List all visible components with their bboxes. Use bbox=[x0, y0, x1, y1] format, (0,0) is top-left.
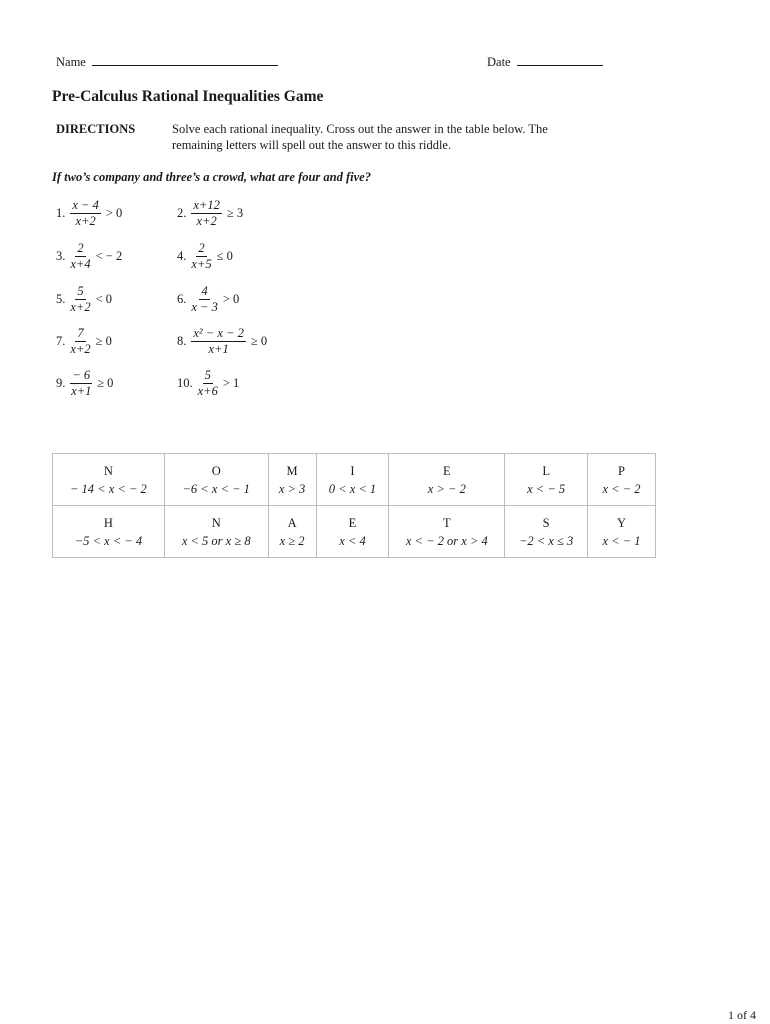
answer-letter: Y bbox=[617, 515, 627, 530]
fraction bbox=[191, 327, 245, 356]
relation: ≥ 0 bbox=[95, 334, 112, 348]
fraction bbox=[70, 369, 92, 398]
page-title: Pre-Calculus Rational Inequalities Game bbox=[52, 88, 324, 105]
answer-cell[interactable] bbox=[164, 454, 268, 506]
answer-value: x < 5 or x ≥ 8 bbox=[181, 533, 251, 548]
problem-number: 3. bbox=[56, 249, 66, 263]
problem-5 bbox=[56, 285, 112, 314]
fraction bbox=[191, 285, 217, 314]
name-field bbox=[56, 54, 278, 70]
fraction bbox=[70, 327, 90, 356]
denominator: x+2 bbox=[75, 214, 96, 228]
answer-cell[interactable] bbox=[389, 454, 505, 506]
problem-2 bbox=[177, 199, 243, 228]
answer-letter: O bbox=[211, 463, 221, 478]
answer-value: x ≥ 2 bbox=[279, 533, 305, 548]
problem-8 bbox=[177, 327, 267, 356]
answer-value: x > 3 bbox=[278, 481, 306, 496]
answer-value: x < − 5 bbox=[527, 481, 566, 496]
answer-value: x < − 2 bbox=[602, 481, 641, 496]
answer-cell[interactable] bbox=[53, 506, 165, 558]
answer-letter: H bbox=[103, 515, 113, 530]
fraction bbox=[70, 199, 100, 228]
answer-value: −5 < x < − 4 bbox=[74, 533, 143, 548]
relation: < − 2 bbox=[95, 249, 123, 263]
answer-cell[interactable] bbox=[53, 454, 165, 506]
name-label: Name bbox=[56, 55, 86, 69]
problem-number: 6. bbox=[177, 292, 187, 306]
relation: ≥ 0 bbox=[97, 376, 114, 390]
fraction bbox=[198, 369, 218, 398]
page-number: 1 of 4 bbox=[728, 1008, 756, 1022]
denominator: x+1 bbox=[71, 384, 92, 398]
answer-value: −2 < x ≤ 3 bbox=[518, 533, 574, 548]
denominator: x+5 bbox=[191, 257, 212, 271]
answer-cell[interactable] bbox=[505, 454, 588, 506]
answer-cell[interactable] bbox=[316, 506, 389, 558]
directions-text: Solve each rational inequality. Cross out the answer in the table below. The remaining letters will spell out the answer to this riddle. bbox=[172, 122, 548, 152]
answer-value: − 14 < x < − 2 bbox=[70, 481, 147, 496]
relation: ≤ 0 bbox=[216, 249, 233, 263]
denominator: x − 3 bbox=[191, 300, 218, 314]
problem-1 bbox=[56, 199, 122, 228]
denominator: x+4 bbox=[70, 257, 91, 271]
relation: > 0 bbox=[222, 292, 240, 306]
riddle-question: If two’s company and three’s a crowd, what are four and five? bbox=[52, 170, 371, 184]
problem-10 bbox=[177, 369, 239, 398]
numerator: 5 bbox=[204, 368, 211, 382]
answer-cell[interactable] bbox=[588, 454, 656, 506]
problem-number: 5. bbox=[56, 292, 66, 306]
problem-4 bbox=[177, 242, 233, 271]
fraction bbox=[191, 242, 211, 271]
answer-cell[interactable] bbox=[389, 506, 505, 558]
numerator: 7 bbox=[77, 326, 84, 340]
relation: > 0 bbox=[105, 206, 123, 220]
table-row bbox=[53, 454, 656, 506]
numerator: x − 4 bbox=[72, 198, 99, 212]
denominator: x+2 bbox=[70, 300, 91, 314]
relation: < 0 bbox=[95, 292, 113, 306]
answer-value: x < − 1 bbox=[602, 533, 641, 548]
answer-cell[interactable] bbox=[268, 506, 316, 558]
relation: ≥ 0 bbox=[250, 334, 268, 348]
answer-letter: P bbox=[618, 463, 625, 478]
date-field bbox=[487, 54, 603, 70]
problem-number: 4. bbox=[177, 249, 187, 263]
table-row bbox=[53, 506, 656, 558]
answer-cell[interactable] bbox=[588, 506, 656, 558]
answer-cell[interactable] bbox=[164, 506, 268, 558]
problem-number: 8. bbox=[177, 334, 187, 348]
denominator: x+2 bbox=[70, 342, 91, 356]
answer-letter: N bbox=[211, 515, 221, 530]
numerator: 2 bbox=[77, 241, 84, 255]
answer-letter: E bbox=[348, 515, 357, 530]
answer-cell[interactable] bbox=[316, 454, 389, 506]
denominator: x+1 bbox=[208, 342, 229, 356]
numerator: 2 bbox=[198, 241, 205, 255]
problem-3 bbox=[56, 242, 122, 271]
answer-letter: M bbox=[286, 463, 298, 478]
fraction bbox=[70, 285, 90, 314]
denominator: x+2 bbox=[196, 214, 217, 228]
date-label: Date bbox=[487, 55, 511, 69]
answer-letter: T bbox=[442, 515, 451, 530]
answer-value: x > − 2 bbox=[427, 481, 466, 496]
answer-letter: E bbox=[442, 463, 451, 478]
answer-cell[interactable] bbox=[268, 454, 316, 506]
fraction bbox=[191, 199, 221, 228]
problem-6 bbox=[177, 285, 239, 314]
answer-value: x < − 2 or x > 4 bbox=[405, 533, 488, 548]
answer-letter: L bbox=[542, 463, 550, 478]
answer-letter: S bbox=[542, 515, 550, 530]
answer-cell[interactable] bbox=[505, 506, 588, 558]
answer-letter: I bbox=[350, 463, 355, 478]
answer-value: 0 < x < 1 bbox=[328, 481, 377, 496]
numerator: 4 bbox=[201, 284, 208, 298]
date-blank[interactable] bbox=[517, 54, 603, 66]
relation: > 1 bbox=[222, 376, 240, 390]
problem-number: 2. bbox=[177, 206, 187, 220]
answer-value: x < 4 bbox=[339, 533, 366, 548]
name-blank[interactable] bbox=[92, 54, 278, 66]
problem-number: 1. bbox=[56, 206, 66, 220]
fraction bbox=[70, 242, 90, 271]
numerator: x² − x − 2 bbox=[193, 326, 244, 340]
numerator: − 6 bbox=[72, 368, 91, 382]
relation: ≥ 3 bbox=[226, 206, 244, 220]
answer-letter: N bbox=[103, 463, 113, 478]
numerator: 5 bbox=[77, 284, 84, 298]
problem-number: 10. bbox=[177, 376, 193, 390]
problem-number: 9. bbox=[56, 376, 66, 390]
denominator: x+6 bbox=[197, 384, 218, 398]
problem-number: 7. bbox=[56, 334, 66, 348]
problem-9 bbox=[56, 369, 113, 398]
problem-7 bbox=[56, 327, 112, 356]
answer-table bbox=[52, 453, 656, 558]
answer-value: −6 < x < − 1 bbox=[182, 481, 250, 496]
directions-label: DIRECTIONS bbox=[56, 122, 136, 136]
answer-letter: A bbox=[287, 515, 297, 530]
numerator: x+12 bbox=[193, 198, 220, 212]
